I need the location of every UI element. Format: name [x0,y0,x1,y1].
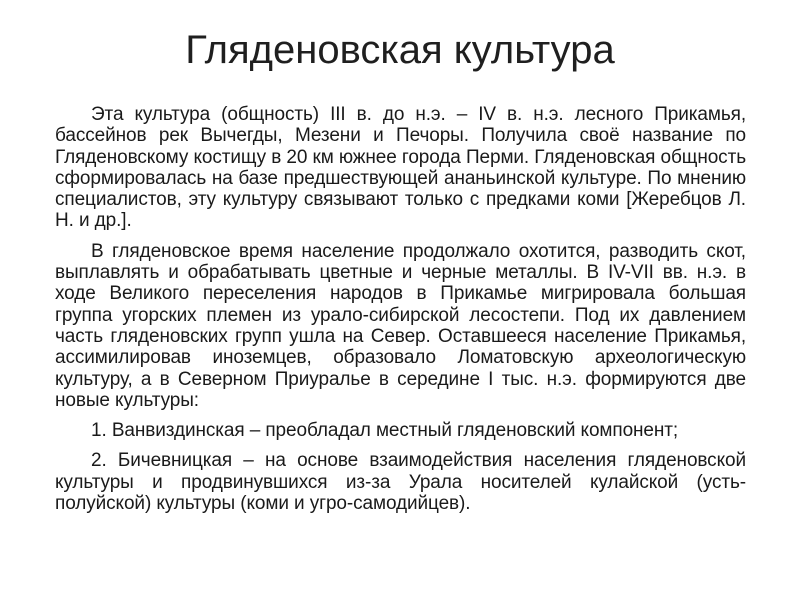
paragraph-history: В гляденовское время население продолжало охотится, разводить скот, выплавлять и обрабатывать цветные и черные металлы. В IV-VII вв. н.э. в ходе Великого переселения народов в Прикамье мигрировала большая группа угорских племен из урало-сибирской лесостепи. Под их давлением часть гляденовских групп ушла на Север. Оставшееся население Прикамья, ассимилировав иноземцев, образовало Ломатовскую археологическую культуру, а в Северном Приуралье в середине I тыс. н.э. формируются две новые культуры: [55,240,746,411]
list-item-bichevnitskaya: 2. Бичевницкая – на основе взаимодействия населения гляденовской культуры и продвинувшихся из-за Урала носителей кулайской (усть-полуйской) культуры (коми и угро-самодийцев). [55,450,746,515]
paragraph-intro: Эта культура (общность) III в. до н.э. – IV в. н.э. лесного Прикамья, бассейнов рек Вычегды, Мезени и Печоры. Получила своё название по Гляденовскому костищу в 20 км южнее города Перми. Гляденовская общность сформировалась на базе предшествующей ананьинской культуре. По мнению специалистов, эту культуру связывают только с предками коми [Жеребцов Л. Н. и др.]. [55,104,746,232]
slide-body [55,104,746,523]
list-item-vanvizdinskaya: 1. Ванвиздинская – преобладал местный гляденовский компонент; [91,420,679,442]
slide-title: Гляденовская культура [185,28,615,72]
